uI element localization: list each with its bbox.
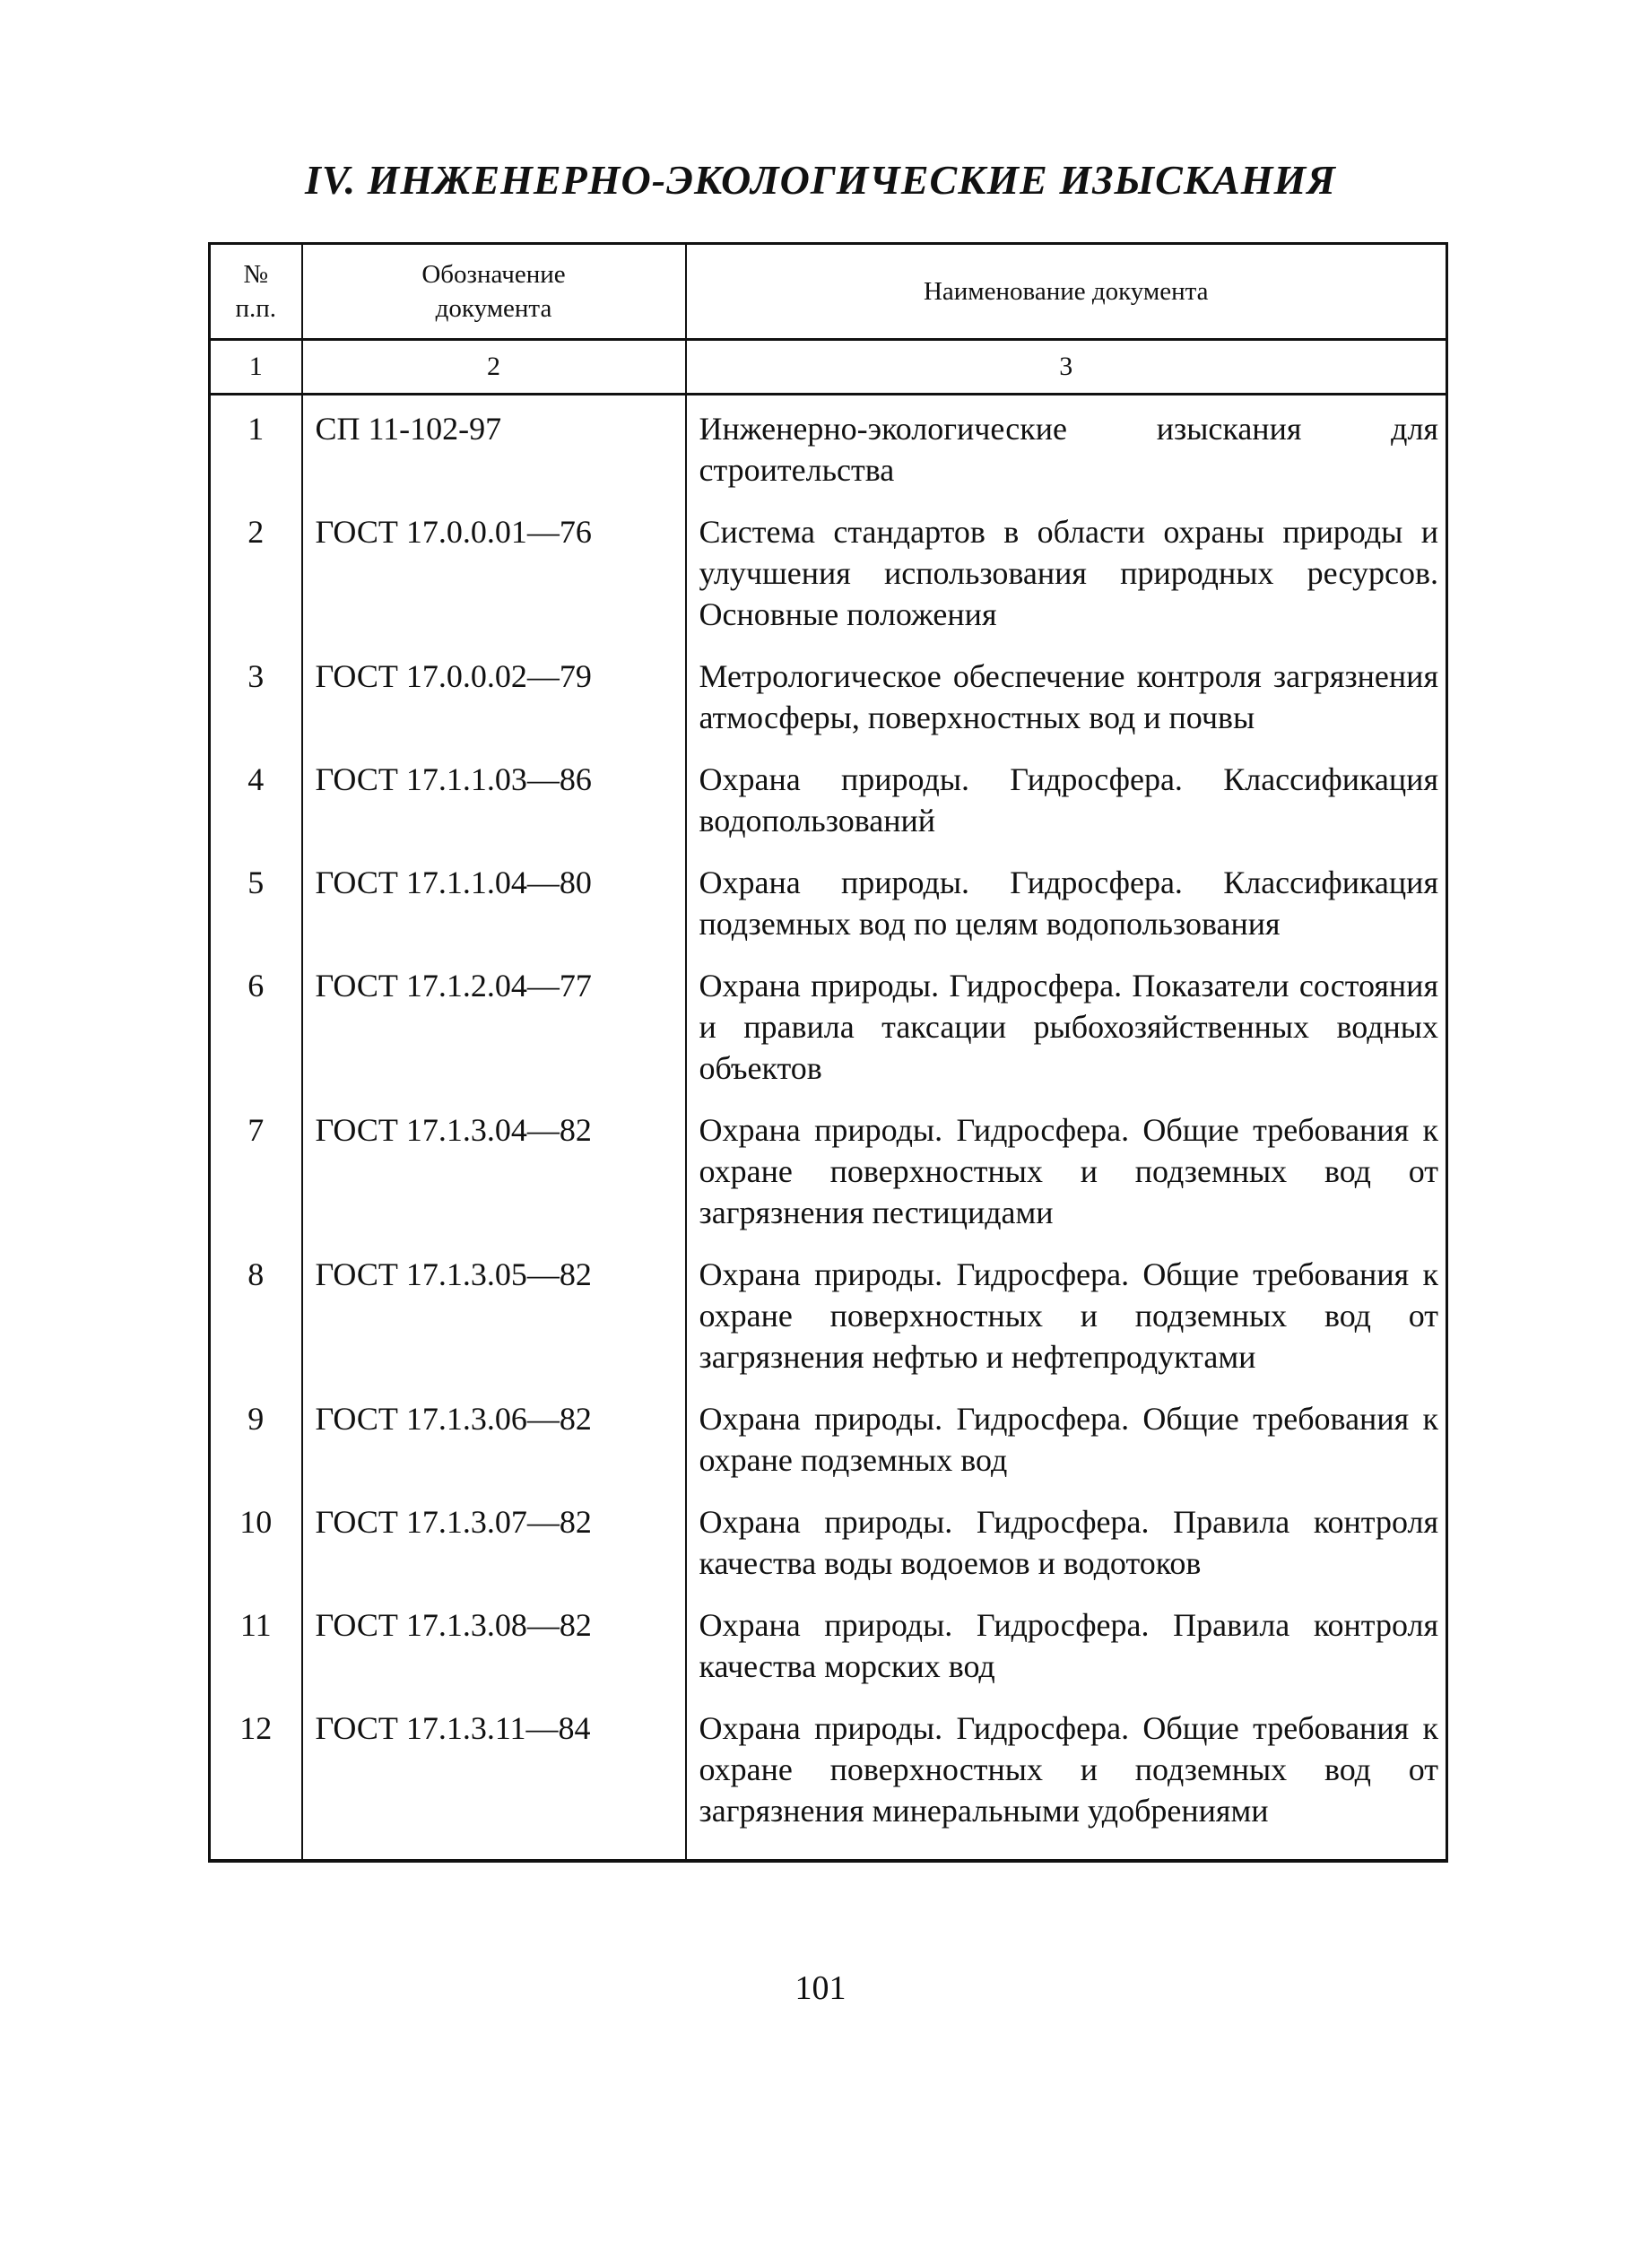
- document-name: Охрана природы. Гидросфера. Общие требования к охране поверхностных и подземных вод от загрязнения минеральными удобрениями: [686, 1707, 1447, 1832]
- document-code: ГОСТ 17.1.3.04—82: [302, 1108, 686, 1253]
- row-number: 1: [210, 395, 302, 511]
- section-title: IV. ИНЖЕНЕРНО-ЭКОЛОГИЧЕСКИЕ ИЗЫСКАНИЯ: [305, 157, 1336, 203]
- document-code: ГОСТ 17.0.0.02—79: [302, 655, 686, 758]
- table-row: [210, 1603, 1447, 1707]
- document-name: Охрана природы. Гидросфера. Показатели состояния и правила таксации рыбохозяйственных водных объектов: [686, 964, 1447, 1108]
- document-code: ГОСТ 17.1.3.06—82: [302, 1397, 686, 1500]
- table-row: [210, 964, 1447, 1108]
- document-code: ГОСТ 17.1.2.04—77: [302, 964, 686, 1108]
- row-number: 7: [210, 1108, 302, 1253]
- table-row: [210, 758, 1447, 861]
- document-code: ГОСТ 17.1.3.07—82: [302, 1500, 686, 1603]
- document-code: ГОСТ 17.1.3.08—82: [302, 1603, 686, 1707]
- table-row: [210, 1707, 1447, 1832]
- table-header: [210, 244, 1447, 395]
- column-number: 2: [302, 340, 686, 395]
- row-number: 4: [210, 758, 302, 861]
- table-row: [210, 655, 1447, 758]
- document-code: ГОСТ 17.1.1.04—80: [302, 861, 686, 964]
- row-number: 2: [210, 510, 302, 655]
- row-number: 9: [210, 1397, 302, 1500]
- document-name: Охрана природы. Гидросфера. Общие требования к охране поверхностных и подземных вод от загрязнения нефтью и нефтепродуктами: [686, 1253, 1447, 1397]
- page-number: 101: [794, 1969, 847, 2007]
- document-name: Охрана природы. Гидросфера. Правила контроля качества воды водоемов и водотоков: [686, 1500, 1447, 1603]
- documents-table: [208, 242, 1448, 1863]
- table-row: [210, 1253, 1447, 1397]
- table-row: [210, 395, 1447, 511]
- document-name: Охрана природы. Гидросфера. Классификация водопользований: [686, 758, 1447, 861]
- table-row: [210, 1397, 1447, 1500]
- document-name: Охрана природы. Гидросфера. Общие требования к охране поверхностных и подземных вод от загрязнения пестицидами: [686, 1108, 1447, 1253]
- row-number: 6: [210, 964, 302, 1108]
- document-name: Охрана природы. Гидросфера. Правила контроля качества морских вод: [686, 1603, 1447, 1707]
- document-code: ГОСТ 17.1.3.05—82: [302, 1253, 686, 1397]
- document-name: Охрана природы. Гидросфера. Общие требования к охране подземных вод: [686, 1397, 1447, 1500]
- document-code: ГОСТ 17.1.3.11—84: [302, 1707, 686, 1832]
- document-name: Охрана природы. Гидросфера. Классификация подземных вод по целям водопользования: [686, 861, 1447, 964]
- header-designation: Обозначение документа: [302, 244, 686, 340]
- header-name: Наименование документа: [686, 244, 1447, 340]
- column-number: 3: [686, 340, 1447, 395]
- table-row: [210, 510, 1447, 655]
- row-number: 12: [210, 1707, 302, 1832]
- document-code: СП 11-102-97: [302, 395, 686, 511]
- row-number: 3: [210, 655, 302, 758]
- document-code: ГОСТ 17.0.0.01—76: [302, 510, 686, 655]
- document-code: ГОСТ 17.1.1.03—86: [302, 758, 686, 861]
- document-name: Инженерно-экологические изыскания для строительства: [686, 395, 1447, 511]
- row-number: 5: [210, 861, 302, 964]
- table-bottom-spacer: [210, 1832, 1447, 1861]
- document-name: Метрологическое обеспечение контроля загрязнения атмосферы, поверхностных вод и почвы: [686, 655, 1447, 758]
- header-number: № п.п.: [210, 244, 302, 340]
- table-row: [210, 1108, 1447, 1253]
- column-number: 1: [210, 340, 302, 395]
- row-number: 11: [210, 1603, 302, 1707]
- document-name: Система стандартов в области охраны природы и улучшения использования природных ресурсов. Основные положения: [686, 510, 1447, 655]
- row-number: 8: [210, 1253, 302, 1397]
- table-row: [210, 1500, 1447, 1603]
- column-number-row: [210, 340, 1447, 395]
- table-row: [210, 861, 1447, 964]
- row-number: 10: [210, 1500, 302, 1603]
